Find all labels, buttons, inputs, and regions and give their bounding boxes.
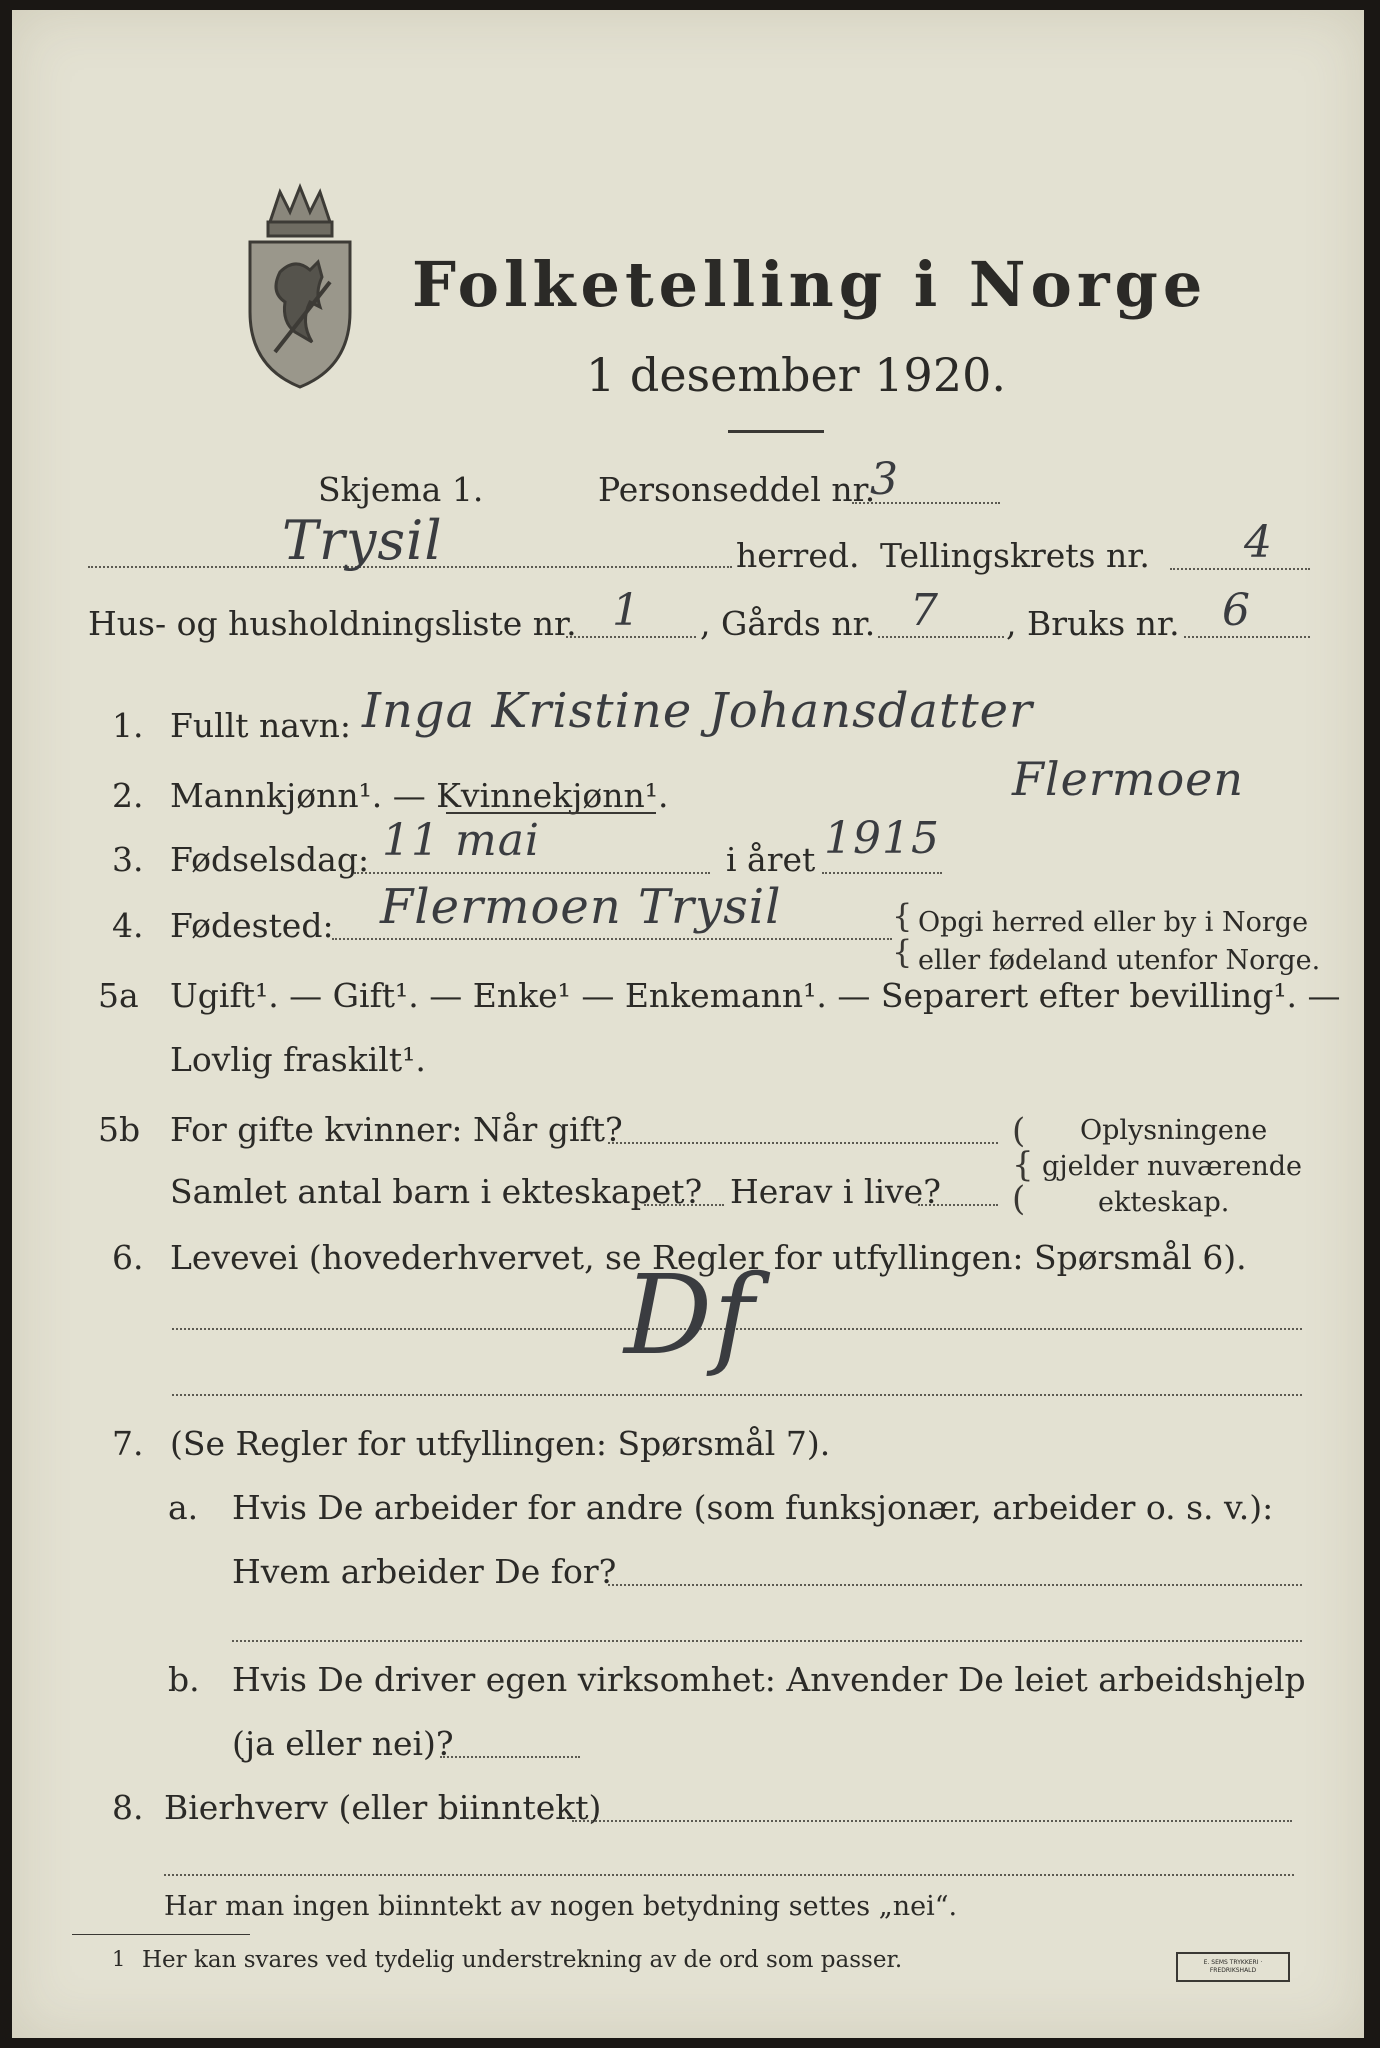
birthplace-note-1: Opgi herred eller by i Norge	[918, 907, 1309, 938]
q1-number: 1.	[112, 706, 144, 745]
birthplace-note-2: eller fødeland utenfor Norge.	[918, 945, 1321, 976]
birthplace-brace: { {	[892, 897, 913, 971]
employer-line-1	[608, 1584, 1302, 1586]
tellingskrets-value[interactable]: 4	[1244, 517, 1273, 568]
q7a-line-1: Hvis De arbeider for andre (som funksjonær, arbeider o. s. v.):	[232, 1488, 1274, 1527]
year-line	[822, 872, 942, 874]
alive-label: Herav i live?	[730, 1172, 941, 1211]
q3-label: Fødselsdag:	[170, 840, 370, 879]
hired-help-line	[440, 1756, 580, 1758]
side-income-line-2	[164, 1874, 1294, 1876]
side-income-line-1	[572, 1820, 1292, 1822]
q7-number: 7.	[112, 1424, 144, 1463]
herred-label: herred.	[736, 536, 860, 575]
children-line	[644, 1204, 724, 1206]
birthplace-line	[332, 938, 892, 940]
husliste-value[interactable]: 1	[612, 585, 641, 636]
full-name-value-cont[interactable]: Flermoen	[1012, 752, 1245, 806]
marriage-brace: ( { (	[1012, 1111, 1034, 1219]
tellingskrets-label: Tellingskrets nr.	[880, 536, 1150, 575]
gards-value[interactable]: 7	[910, 585, 939, 636]
occupation-line-2	[172, 1394, 1302, 1396]
census-date: 1 desember 1920.	[586, 348, 1006, 402]
husliste-label: Hus- og husholdningsliste nr.	[88, 604, 577, 643]
q7a-line-2: Hvem arbeider De for?	[232, 1552, 617, 1591]
norway-coat-of-arms-icon	[240, 182, 360, 392]
q5a-number: 5a	[98, 976, 139, 1015]
occupation-label: Levevei (hovederhvervet, se Regler for utfyllingen: Spørsmål 6).	[170, 1238, 1247, 1277]
q3-number: 3.	[112, 840, 144, 879]
footnote-text: Her kan svares ved tydelig understrekning av de ord som passer.	[142, 1947, 903, 1973]
q1-label: Fullt navn:	[170, 706, 351, 745]
birthday-line	[354, 872, 710, 874]
income-note: Har man ingen biinntekt av nogen betydning settes „nei“.	[164, 1891, 958, 1922]
gender-options[interactable]: Mannkjønn¹. — Kvinnekjønn¹.	[170, 776, 669, 815]
q7-label: (Se Regler for utfyllingen: Spørsmål 7).	[170, 1424, 831, 1463]
marriage-note-2: gjelder nuværende	[1042, 1151, 1302, 1182]
census-form-page	[12, 10, 1364, 2038]
q6-number: 6.	[112, 1238, 144, 1277]
q7b-line-2: (ja eller nei)?	[232, 1724, 454, 1763]
gards-label: , Gårds nr.	[700, 604, 876, 643]
birthplace-value[interactable]: Flermoen Trysil	[380, 879, 782, 935]
gards-line	[878, 636, 1004, 638]
marital-status-options[interactable]: Ugift¹. — Gift¹. — Enke¹ — Enkemann¹. — Separert efter bevilling¹. —	[170, 976, 1341, 1015]
form-title: Folketelling i Norge	[412, 248, 1208, 321]
q5b-number: 5b	[98, 1110, 141, 1149]
full-name-value[interactable]: Inga Kristine Johansdatter	[362, 683, 1033, 739]
q4-label: Fødested:	[170, 906, 334, 945]
printer-stamp	[1176, 1952, 1290, 1982]
marriage-note-3: ekteskap.	[1098, 1187, 1230, 1218]
birth-year-value[interactable]: 1915	[824, 813, 940, 864]
female-underline	[446, 812, 656, 814]
q7b-line-1: Hvis De driver egen virksomhet: Anvender De leiet arbeidshjelp	[232, 1660, 1306, 1699]
married-when-label: For gifte kvinner: Når gift?	[170, 1110, 623, 1149]
q7b-letter: b.	[168, 1660, 200, 1699]
husliste-line	[566, 636, 696, 638]
year-label: i året	[726, 840, 816, 879]
side-income-label: Bierhverv (eller biinntekt)	[164, 1788, 602, 1827]
marital-status-options-2[interactable]: Lovlig fraskilt¹.	[170, 1040, 426, 1079]
married-when-line	[608, 1142, 998, 1144]
bruks-line	[1184, 636, 1310, 638]
schema-label: Skjema 1.	[318, 470, 484, 509]
footnote-divider	[72, 1934, 250, 1935]
marriage-note-1: Oplysningene	[1080, 1115, 1268, 1146]
alive-line	[918, 1204, 998, 1206]
birthday-value[interactable]: 11 mai	[382, 815, 541, 866]
q7a-letter: a.	[168, 1488, 199, 1527]
occupation-mark[interactable]: Df	[624, 1251, 755, 1379]
employer-line-2	[232, 1640, 1302, 1642]
bruks-value[interactable]: 6	[1222, 585, 1251, 636]
children-label: Samlet antal barn i ekteskapet?	[170, 1172, 703, 1211]
q2-number: 2.	[112, 776, 144, 815]
q4-number: 4.	[112, 906, 144, 945]
title-divider	[728, 430, 824, 433]
q8-number: 8.	[112, 1788, 144, 1827]
tellingskrets-line	[1170, 568, 1310, 570]
printer-stamp-text: E. SEMS TRYKKERI · FREDRIKSHALD	[1203, 1959, 1263, 1974]
personseddel-value[interactable]: 3	[870, 454, 899, 505]
footnote-mark: 1	[112, 1947, 126, 1971]
personseddel-label: Personseddel nr.	[598, 470, 876, 509]
bruks-label: , Bruks nr.	[1006, 604, 1180, 643]
herred-value[interactable]: Trysil	[282, 509, 443, 572]
